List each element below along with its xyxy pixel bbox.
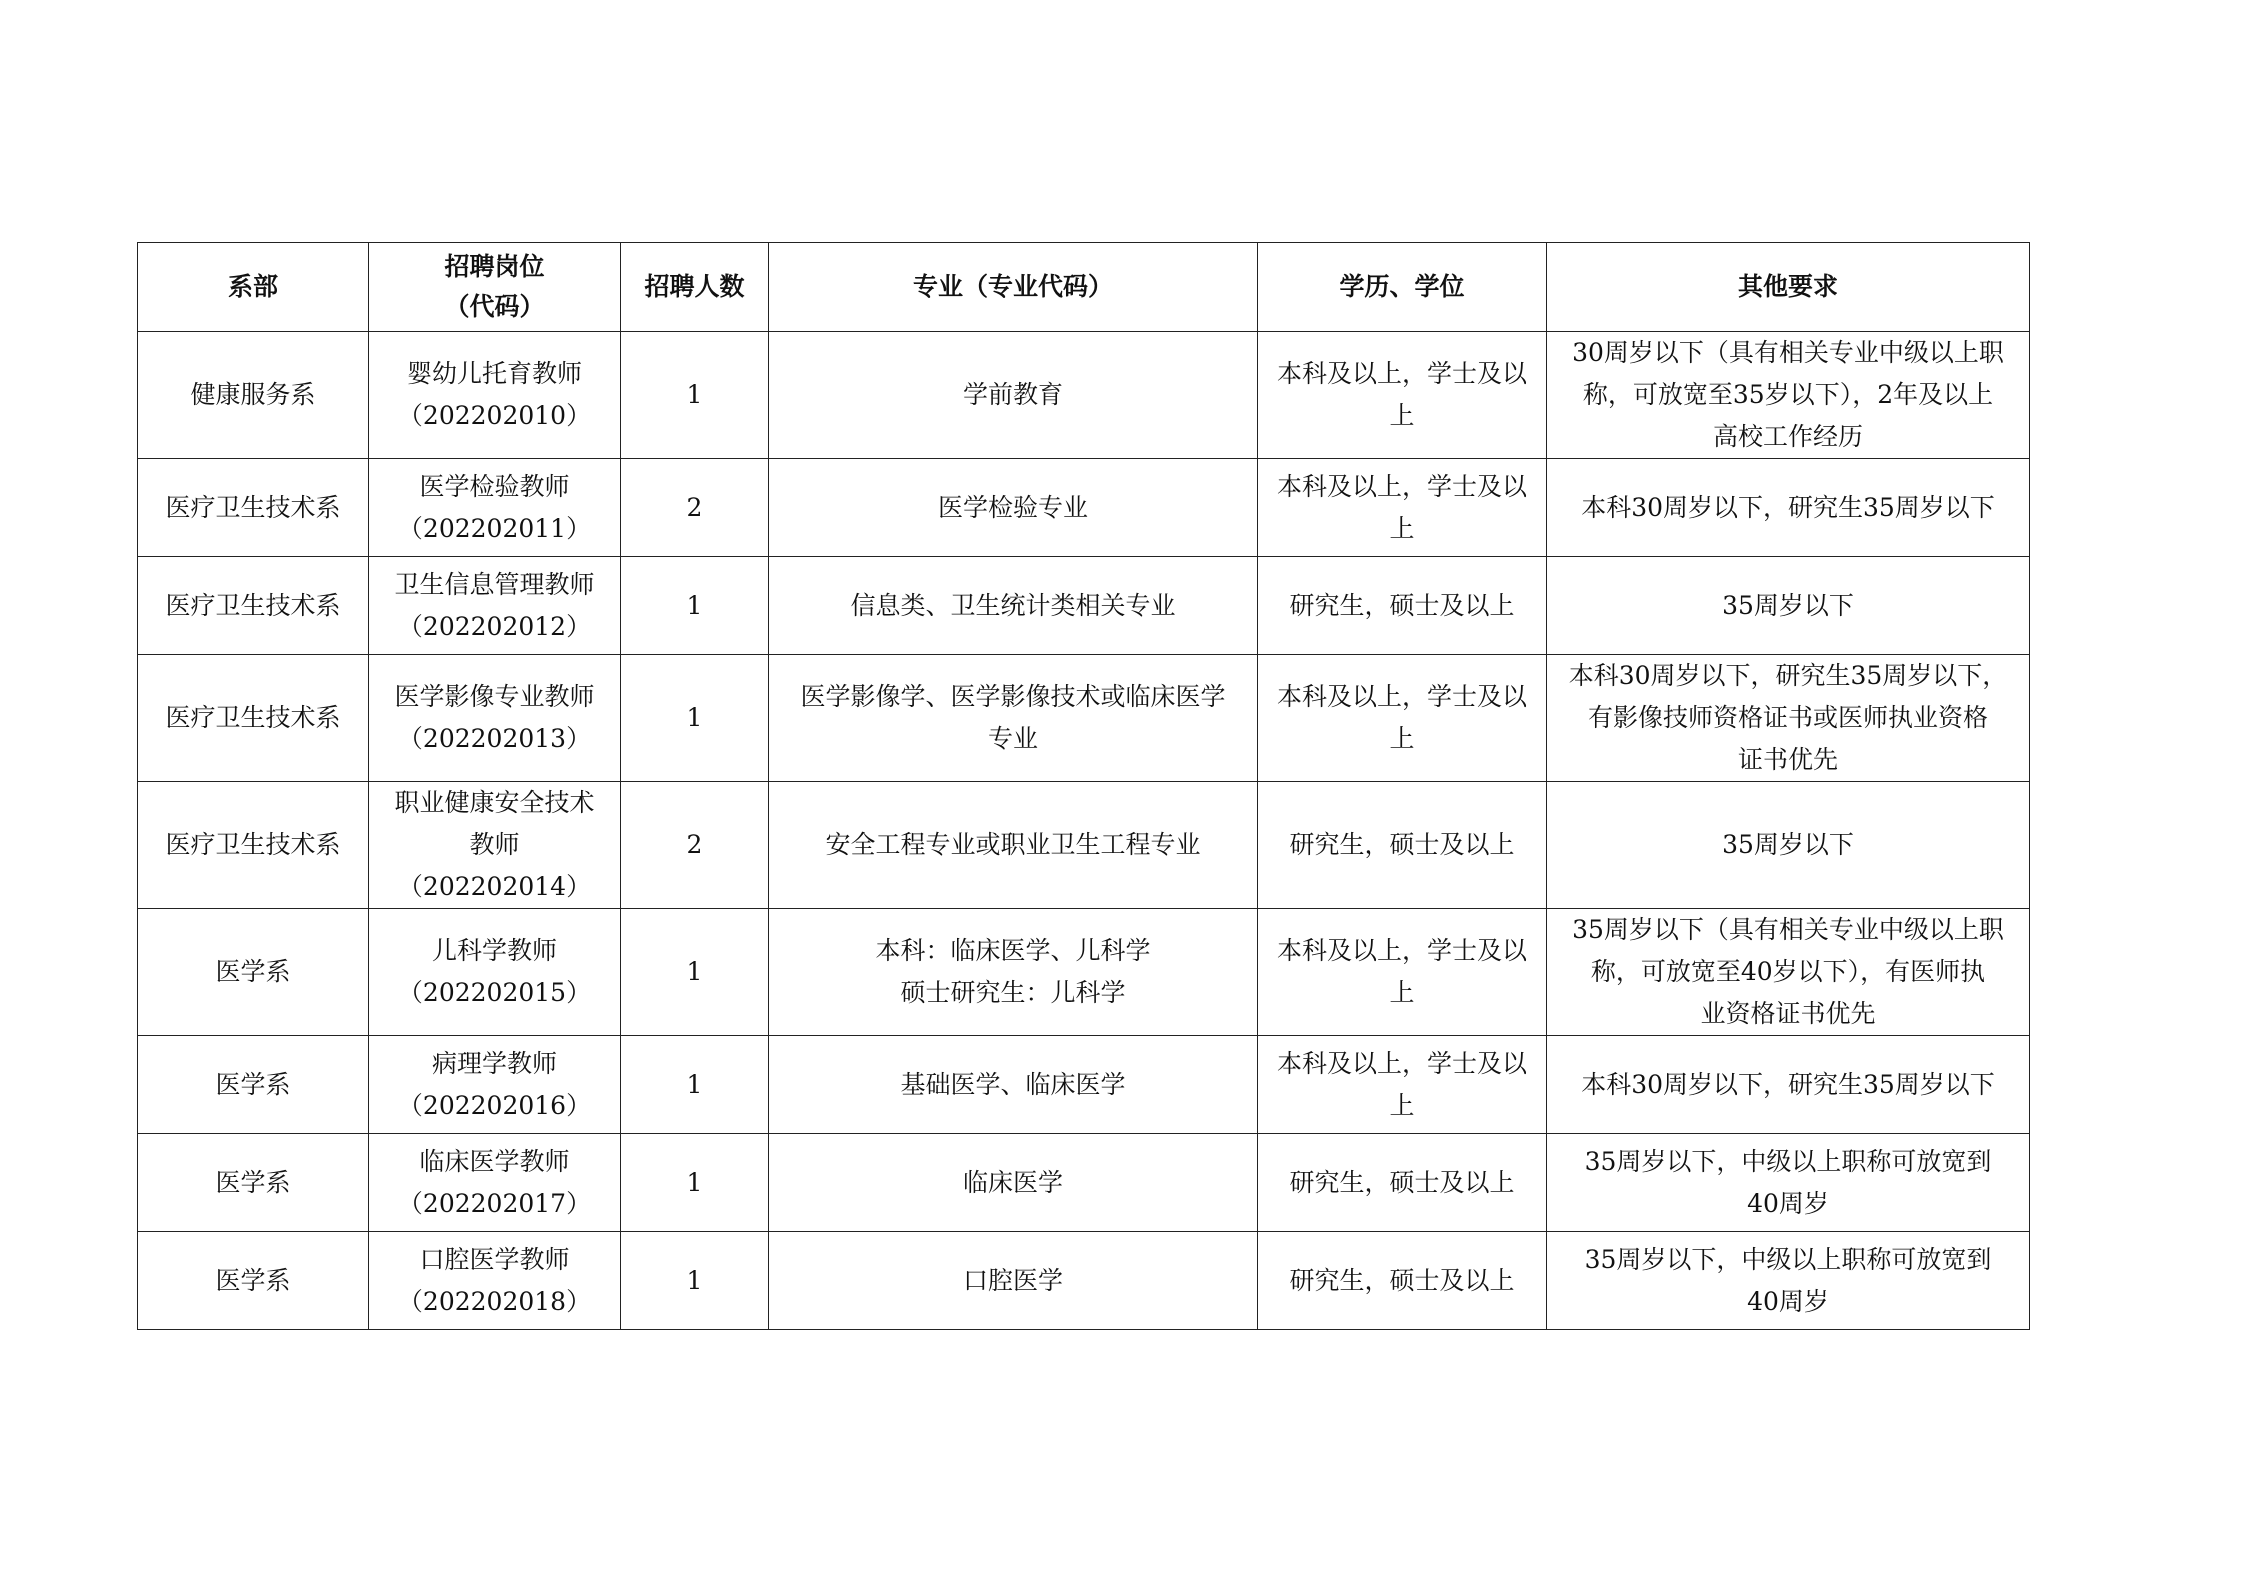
table-row bbox=[138, 1232, 2030, 1330]
major-cell bbox=[769, 1036, 1258, 1134]
count-cell: 1 bbox=[621, 909, 769, 1036]
table-row bbox=[138, 782, 2030, 909]
position-title: 医学影像专业教师 bbox=[394, 682, 595, 711]
count-cell: 2 bbox=[621, 782, 769, 909]
education-line: 研究生，硕士及以上 bbox=[1289, 830, 1515, 859]
education-line: 上 bbox=[1389, 401, 1415, 430]
major-line: 硕士研究生：儿科学 bbox=[900, 978, 1126, 1007]
education-line: 上 bbox=[1389, 513, 1415, 543]
header-row bbox=[138, 243, 2030, 332]
other-requirement-line: 35周岁以下，中级以上职称可放宽到 bbox=[1584, 1146, 1992, 1176]
count-cell: 1 bbox=[621, 557, 769, 655]
major-line: 医学影像学、医学影像技术或临床医学 bbox=[800, 682, 1226, 711]
table-row bbox=[138, 557, 2030, 655]
department-cell: 医学系 bbox=[138, 1036, 369, 1134]
position-title: 临床医学教师 bbox=[419, 1146, 570, 1176]
other-requirement-line: 40周岁 bbox=[1747, 1286, 1829, 1316]
education-cell bbox=[1258, 332, 1547, 459]
other-requirements-cell bbox=[1547, 557, 2030, 655]
education-line: 本科及以上，学士及以 bbox=[1276, 359, 1527, 388]
position-cell bbox=[369, 557, 621, 655]
position-title: 医学检验教师 bbox=[419, 471, 570, 501]
department-cell: 医疗卫生技术系 bbox=[138, 459, 369, 557]
education-cell bbox=[1258, 557, 1547, 655]
position-code: （202202014） bbox=[397, 872, 592, 901]
education-cell bbox=[1258, 782, 1547, 909]
position-title: 口腔医学教师 bbox=[419, 1244, 570, 1274]
education-cell bbox=[1258, 1232, 1547, 1330]
position-code: （202202017） bbox=[397, 1188, 592, 1218]
position-title: 卫生信息管理教师 bbox=[394, 569, 595, 599]
position-code: （202202011） bbox=[397, 513, 592, 543]
table-row bbox=[138, 332, 2030, 459]
education-line: 本科及以上，学士及以 bbox=[1276, 471, 1527, 501]
major-cell bbox=[769, 459, 1258, 557]
position-title: 婴幼儿托育教师 bbox=[406, 359, 582, 388]
other-requirement-line: 35周岁以下，中级以上职称可放宽到 bbox=[1584, 1244, 1992, 1274]
position-title: 教师 bbox=[469, 830, 520, 859]
major-line: 基础医学、临床医学 bbox=[900, 1069, 1126, 1099]
other-requirement-line: 高校工作经历 bbox=[1712, 422, 1863, 451]
other-requirement-line: 称，可放宽至35岁以下），2年及以上 bbox=[1582, 380, 1994, 409]
position-title: 职业健康安全技术 bbox=[394, 788, 595, 817]
major-line: 学前教育 bbox=[962, 380, 1063, 409]
education-line: 研究生，硕士及以上 bbox=[1289, 590, 1515, 620]
position-code: （202202015） bbox=[397, 978, 592, 1007]
other-requirements-cell bbox=[1547, 782, 2030, 909]
header-other: 其他要求 bbox=[1547, 243, 2030, 332]
major-line: 口腔医学 bbox=[962, 1265, 1063, 1295]
other-requirement-line: 业资格证书优先 bbox=[1700, 999, 1876, 1028]
other-requirements-cell bbox=[1547, 655, 2030, 782]
major-cell bbox=[769, 1134, 1258, 1232]
education-line: 本科及以上，学士及以 bbox=[1276, 936, 1527, 965]
major-cell bbox=[769, 1232, 1258, 1330]
position-cell bbox=[369, 1036, 621, 1134]
count-cell: 1 bbox=[621, 1036, 769, 1134]
header-position bbox=[369, 243, 621, 332]
position-cell bbox=[369, 909, 621, 1036]
education-line: 研究生，硕士及以上 bbox=[1289, 1167, 1515, 1197]
count-cell: 1 bbox=[621, 1134, 769, 1232]
position-cell bbox=[369, 332, 621, 459]
other-requirements-cell bbox=[1547, 909, 2030, 1036]
position-title: 儿科学教师 bbox=[431, 936, 557, 965]
count-cell: 1 bbox=[621, 1232, 769, 1330]
education-cell bbox=[1258, 459, 1547, 557]
department-cell: 医疗卫生技术系 bbox=[138, 782, 369, 909]
position-code: （202202013） bbox=[397, 724, 592, 753]
header-count: 招聘人数 bbox=[621, 243, 769, 332]
other-requirements-cell bbox=[1547, 1036, 2030, 1134]
table-row bbox=[138, 459, 2030, 557]
other-requirement-line: 有影像技师资格证书或医师执业资格 bbox=[1587, 703, 1988, 732]
other-requirements-cell bbox=[1547, 1232, 2030, 1330]
major-line: 临床医学 bbox=[962, 1167, 1063, 1197]
department-cell: 健康服务系 bbox=[138, 332, 369, 459]
count-cell: 1 bbox=[621, 655, 769, 782]
position-code: （202202010） bbox=[397, 401, 592, 430]
education-cell bbox=[1258, 655, 1547, 782]
other-requirements-cell bbox=[1547, 332, 2030, 459]
education-cell bbox=[1258, 909, 1547, 1036]
other-requirement-line: 称，可放宽至40岁以下），有医师执 bbox=[1590, 957, 1986, 986]
count-cell: 1 bbox=[621, 332, 769, 459]
position-cell bbox=[369, 1232, 621, 1330]
education-line: 上 bbox=[1389, 724, 1415, 753]
other-requirements-cell bbox=[1547, 459, 2030, 557]
department-cell: 医学系 bbox=[138, 1134, 369, 1232]
table-row bbox=[138, 655, 2030, 782]
position-code: （202202018） bbox=[397, 1286, 592, 1316]
other-requirement-line: 本科30周岁以下，研究生35周岁以下， bbox=[1568, 661, 2008, 690]
education-line: 研究生，硕士及以上 bbox=[1289, 1265, 1515, 1295]
major-line: 医学检验专业 bbox=[937, 492, 1088, 522]
header-position-line2: （代码） bbox=[444, 292, 545, 321]
position-code: （202202012） bbox=[397, 611, 592, 641]
education-line: 本科及以上，学士及以 bbox=[1276, 682, 1527, 711]
position-cell bbox=[369, 782, 621, 909]
education-cell bbox=[1258, 1036, 1547, 1134]
table-row bbox=[138, 909, 2030, 1036]
header-department: 系部 bbox=[138, 243, 369, 332]
department-cell: 医学系 bbox=[138, 909, 369, 1036]
major-line: 安全工程专业或职业卫生工程专业 bbox=[825, 830, 1201, 859]
count-cell: 2 bbox=[621, 459, 769, 557]
other-requirements-cell bbox=[1547, 1134, 2030, 1232]
major-line: 专业 bbox=[987, 724, 1038, 753]
other-requirement-line: 本科30周岁以下，研究生35周岁以下 bbox=[1581, 492, 1995, 522]
major-line: 信息类、卫生统计类相关专业 bbox=[850, 590, 1176, 620]
other-requirement-line: 35周岁以下 bbox=[1722, 590, 1854, 620]
major-cell bbox=[769, 332, 1258, 459]
header-position-line1: 招聘岗位 bbox=[444, 252, 545, 281]
other-requirement-line: 35周岁以下（具有相关专业中级以上职 bbox=[1572, 915, 2004, 944]
other-requirement-line: 35周岁以下 bbox=[1722, 830, 1854, 859]
table-header bbox=[138, 243, 2030, 332]
major-cell bbox=[769, 557, 1258, 655]
education-cell bbox=[1258, 1134, 1547, 1232]
department-cell: 医学系 bbox=[138, 1232, 369, 1330]
position-code: （202202016） bbox=[397, 1090, 592, 1120]
header-education: 学历、学位 bbox=[1258, 243, 1547, 332]
table-row bbox=[138, 1036, 2030, 1134]
other-requirement-line: 40周岁 bbox=[1747, 1188, 1829, 1218]
major-cell bbox=[769, 655, 1258, 782]
other-requirement-line: 本科30周岁以下，研究生35周岁以下 bbox=[1581, 1069, 1995, 1099]
header-major: 专业（专业代码） bbox=[769, 243, 1258, 332]
major-cell bbox=[769, 909, 1258, 1036]
other-requirement-line: 证书优先 bbox=[1737, 745, 1838, 774]
position-cell bbox=[369, 459, 621, 557]
education-line: 上 bbox=[1389, 1090, 1415, 1120]
table-row bbox=[138, 1134, 2030, 1232]
other-requirement-line: 30周岁以下（具有相关专业中级以上职 bbox=[1572, 338, 2004, 367]
position-cell bbox=[369, 1134, 621, 1232]
table-body bbox=[138, 332, 2030, 1330]
recruitment-table bbox=[137, 242, 2030, 1330]
major-line: 本科：临床医学、儿科学 bbox=[875, 936, 1151, 965]
position-title: 病理学教师 bbox=[431, 1048, 557, 1078]
education-line: 本科及以上，学士及以 bbox=[1276, 1048, 1527, 1078]
education-line: 上 bbox=[1389, 978, 1415, 1007]
major-cell bbox=[769, 782, 1258, 909]
department-cell: 医疗卫生技术系 bbox=[138, 655, 369, 782]
department-cell: 医疗卫生技术系 bbox=[138, 557, 369, 655]
position-cell bbox=[369, 655, 621, 782]
